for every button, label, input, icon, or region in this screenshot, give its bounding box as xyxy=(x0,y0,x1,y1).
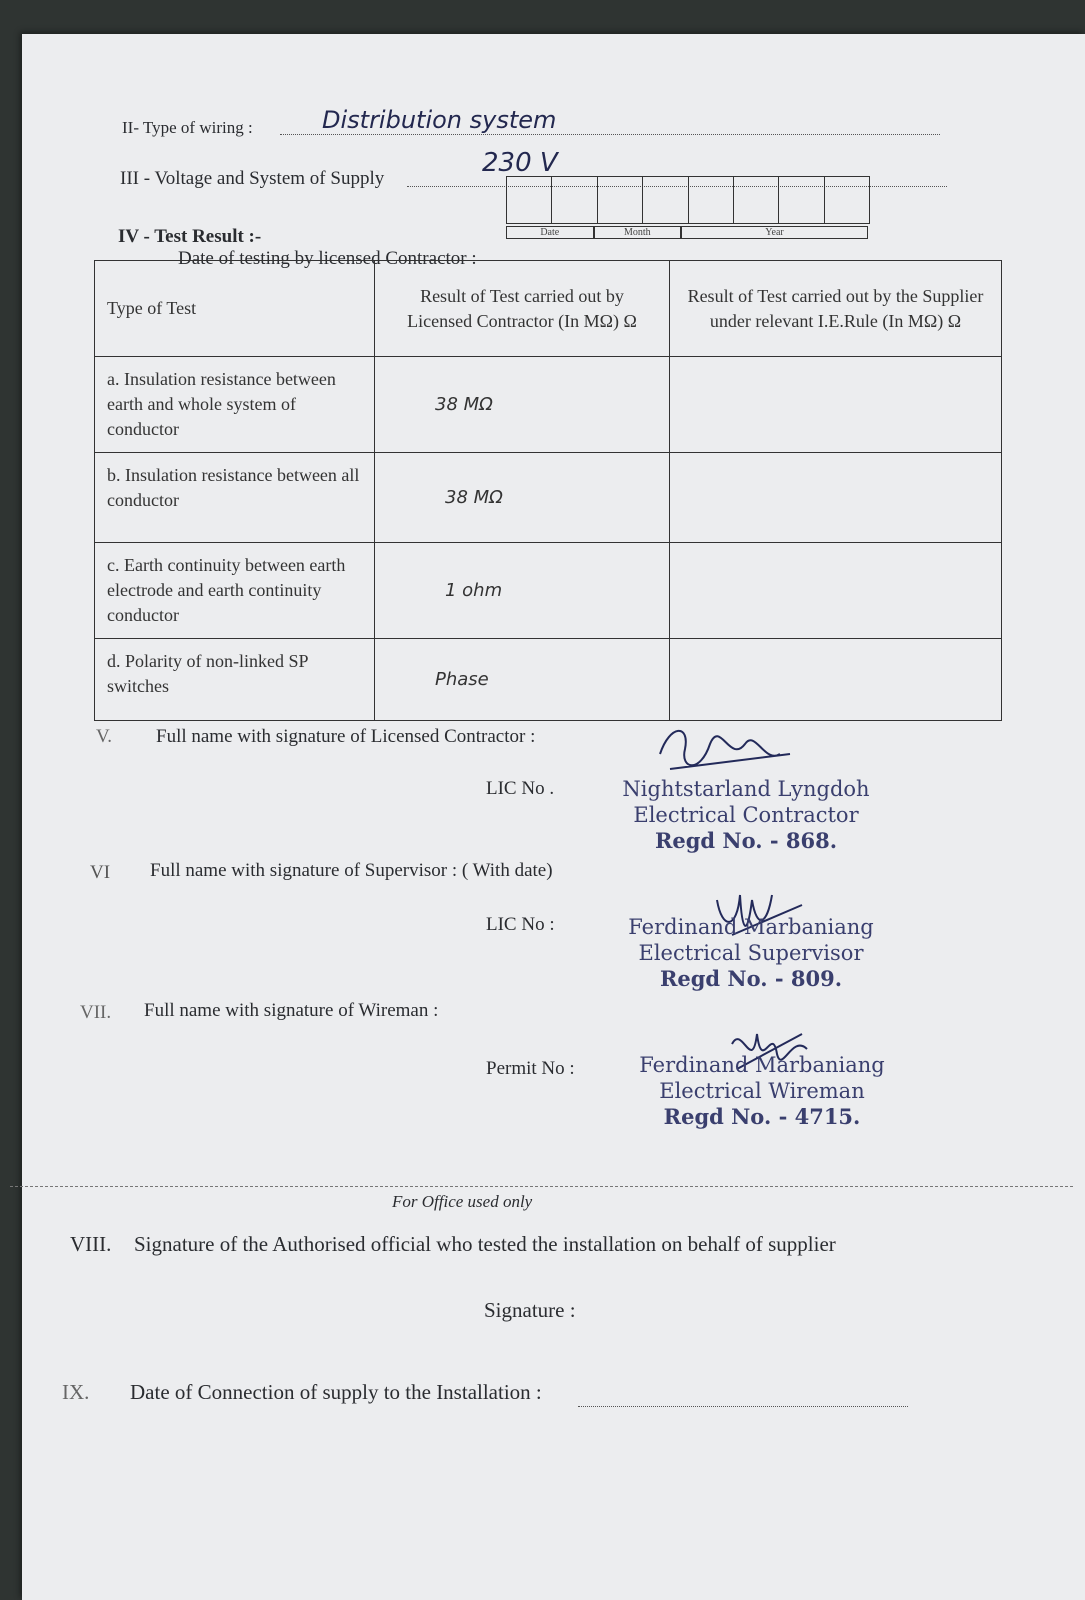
contractor-result[interactable]: 1 ohm xyxy=(375,543,670,639)
contractor-result[interactable]: Phase xyxy=(375,639,670,721)
supervisor-stamp-name: Ferdinand Marbaniang xyxy=(628,915,874,939)
header-contractor-result: Result of Test carried out by Licensed Contractor (In MΩ) Ω xyxy=(375,261,670,357)
voltage-value: 230 V xyxy=(482,148,558,178)
supplier-result[interactable] xyxy=(670,639,1002,721)
supervisor-lic-label: LIC No : xyxy=(486,914,555,935)
office-heading: For Office used only xyxy=(392,1192,533,1211)
test-name: b. Insulation resistance between all conductor xyxy=(95,453,375,543)
year-label: Year xyxy=(681,226,868,239)
section-vi-number: VI xyxy=(90,862,111,883)
type-of-wiring-value: Distribution system xyxy=(322,106,557,134)
supervisor-label: Full name with signature of Supervisor : ( With date) xyxy=(150,860,553,881)
supervisor-stamp xyxy=(626,914,876,992)
contractor-lic-label: LIC No . xyxy=(486,778,555,799)
section-ix-number: IX. xyxy=(62,1380,90,1404)
wireman-permit-label: Permit No : xyxy=(486,1058,575,1079)
date-label: Date xyxy=(506,226,594,239)
date-boxes[interactable] xyxy=(506,176,870,224)
section-viii-number: VIII. xyxy=(70,1232,112,1256)
date-box-labels xyxy=(506,226,868,239)
wireman-label: Full name with signature of Wireman : xyxy=(144,1000,439,1021)
office-divider xyxy=(10,1186,1073,1187)
test-name: d. Polarity of non-linked SP switches xyxy=(95,639,375,721)
table-row xyxy=(95,453,1002,543)
table-row xyxy=(95,639,1002,721)
header-supplier-result: Result of Test carried out by the Supplier under relevant I.E.Rule (In MΩ) Ω xyxy=(670,261,1002,357)
supplier-result[interactable] xyxy=(670,543,1002,639)
contractor-stamp-name: Nightstarland Lyngdoh xyxy=(622,777,870,801)
supplier-result[interactable] xyxy=(670,357,1002,453)
contractor-label: Full name with signature of Licensed Contractor : xyxy=(156,726,536,747)
test-name: c. Earth continuity between earth electrode and earth continuity conductor xyxy=(95,543,375,639)
table-row xyxy=(95,357,1002,453)
voltage-label: III - Voltage and System of Supply xyxy=(120,168,385,189)
section-vii-number: VII. xyxy=(80,1002,112,1023)
wireman-stamp-regd: Regd No. - 4715. xyxy=(663,1104,861,1129)
connection-date-line[interactable] xyxy=(578,1406,908,1407)
contractor-stamp xyxy=(616,776,876,854)
test-name: a. Insulation resistance between earth and whole system of conductor xyxy=(95,357,375,453)
supplier-result[interactable] xyxy=(670,453,1002,543)
wireman-stamp-title: Electrical Wireman xyxy=(659,1079,865,1103)
date-testing-label: Date of testing by licensed Contractor : xyxy=(178,248,477,269)
table-header-row xyxy=(95,261,1002,357)
supervisor-stamp-regd: Regd No. - 809. xyxy=(659,966,843,991)
header-type-of-test: Type of Test xyxy=(95,261,375,357)
viii-label: Signature of the Authorised official who tested the installation on behalf of supplier xyxy=(134,1232,836,1256)
contractor-stamp-title: Electrical Contractor xyxy=(633,803,859,827)
form-page xyxy=(22,34,1085,1600)
test-result-label: IV - Test Result :- xyxy=(118,226,262,247)
supervisor-stamp-title: Electrical Supervisor xyxy=(638,941,864,965)
wireman-stamp-name: Ferdinand Marbaniang xyxy=(639,1053,885,1077)
section-v-number: V. xyxy=(96,726,113,747)
contractor-result[interactable]: 38 MΩ xyxy=(375,357,670,453)
ix-label: Date of Connection of supply to the Installation : xyxy=(130,1380,542,1404)
month-label: Month xyxy=(594,226,682,239)
type-of-wiring-label: II- Type of wiring : xyxy=(122,118,253,137)
contractor-stamp-regd: Regd No. - 868. xyxy=(654,828,838,853)
wireman-stamp xyxy=(632,1052,892,1130)
type-of-wiring-line xyxy=(280,134,940,135)
signature-label: Signature : xyxy=(484,1298,576,1322)
contractor-result[interactable]: 38 MΩ xyxy=(375,453,670,543)
test-result-table xyxy=(94,260,1002,721)
table-row xyxy=(95,543,1002,639)
